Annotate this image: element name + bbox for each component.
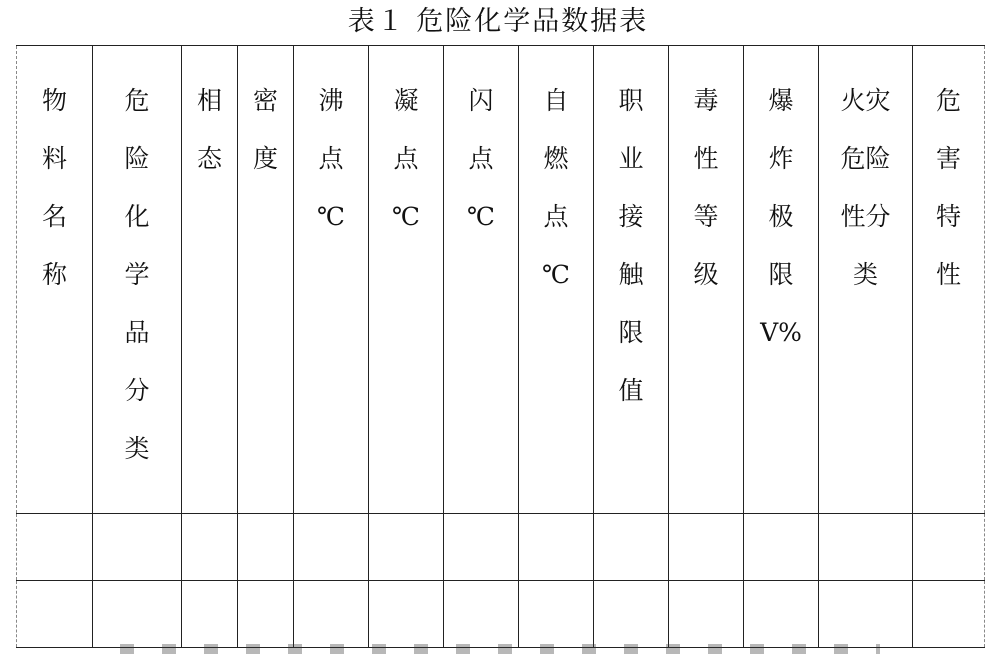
table-row xyxy=(17,514,985,581)
header-label: 危 险 化 学 品 分 类 xyxy=(124,86,150,463)
header-cell-autoignition-point xyxy=(519,46,594,514)
table-title: 表１ 危险化学品数据表 xyxy=(347,6,649,37)
cropped-text-glyphs xyxy=(120,644,880,654)
table-cell xyxy=(182,514,238,581)
header-label: 职 业 接 触 限 值 xyxy=(618,86,644,405)
header-cell-flash-point xyxy=(444,46,519,514)
header-label: 危 害 特 性 xyxy=(935,86,961,289)
header-cell-hazard-characteristics xyxy=(913,46,985,514)
header-cell-phase xyxy=(182,46,238,514)
header-label: 沸 点 ℃ xyxy=(317,86,345,231)
table-cell xyxy=(444,514,519,581)
table-cell xyxy=(744,514,819,581)
header-cell-material-name xyxy=(17,46,93,514)
header-cell-boiling-point xyxy=(294,46,369,514)
header-label: 密 度 xyxy=(252,86,278,173)
table-cell xyxy=(819,514,913,581)
header-label: 闪 点 ℃ xyxy=(467,86,495,231)
table-cell xyxy=(294,514,369,581)
header-cell-hazard-class xyxy=(93,46,182,514)
table-cell xyxy=(17,514,93,581)
header-cell-density xyxy=(238,46,294,514)
table-cell xyxy=(519,514,594,581)
header-cell-freezing-point xyxy=(369,46,444,514)
header-cell-explosive-limit xyxy=(744,46,819,514)
header-label: 凝 点 ℃ xyxy=(392,86,420,231)
header-cell-fire-hazard-class xyxy=(819,46,913,514)
table-cell xyxy=(238,514,294,581)
table-cell xyxy=(913,514,985,581)
header-label: 物 料 名 称 xyxy=(41,86,67,289)
table-cell xyxy=(594,514,669,581)
hazardous-chemicals-table xyxy=(16,45,985,648)
header-cell-exposure-limit xyxy=(594,46,669,514)
header-label: 毒 性 等 级 xyxy=(693,86,719,289)
header-label: 相 态 xyxy=(196,86,222,173)
header-label: 火灾 危险 性分 类 xyxy=(840,86,891,289)
table-cell xyxy=(669,514,744,581)
table-cell xyxy=(93,514,182,581)
header-label: 自 燃 点 ℃ xyxy=(542,86,570,289)
header-label: 爆 炸 极 限 V% xyxy=(760,86,802,347)
header-cell-toxicity-grade xyxy=(669,46,744,514)
table-cell xyxy=(369,514,444,581)
cropped-text-line xyxy=(0,637,996,654)
header-row xyxy=(17,46,985,514)
